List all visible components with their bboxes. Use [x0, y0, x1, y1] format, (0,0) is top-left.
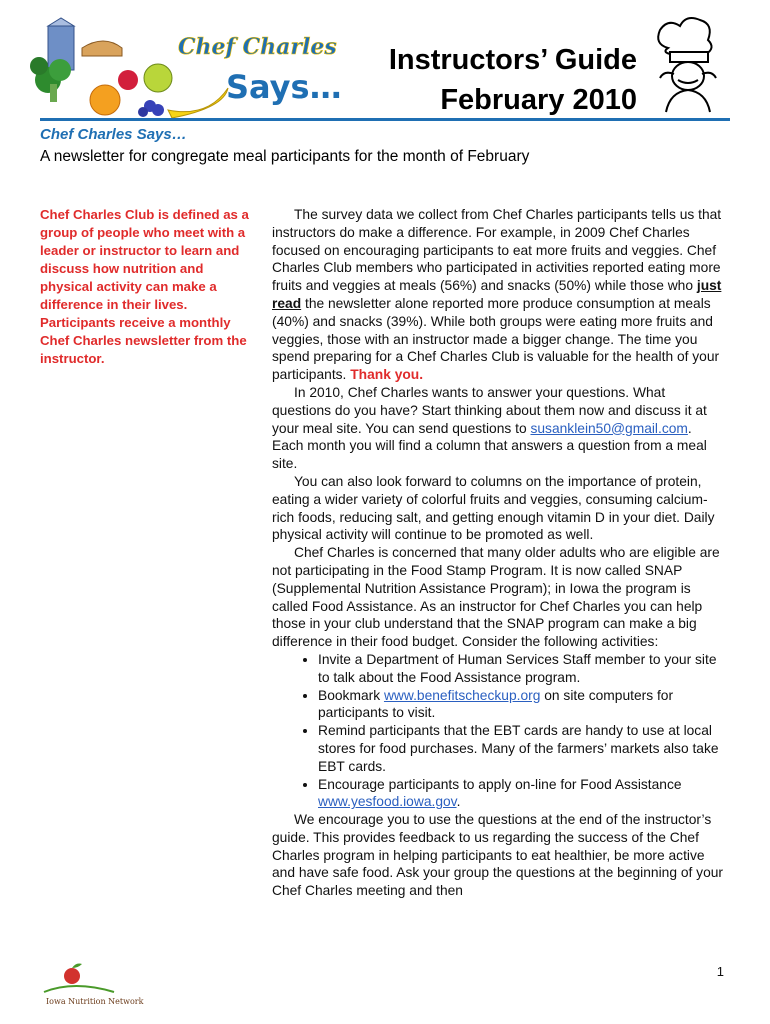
paragraph-feedback: We encourage you to use the questions at the end of the instructor’s guide. This provides feedback to us regarding the success of the Chef Charles program in helping participants to eat healthier, be more active and have safe food. Ask your group the questions at the beginning of your Chef Charles meeting and then [272, 812, 724, 899]
paragraph-survey: The survey data we collect from Chef Charles participants tells us that instructors do make a difference. For example, in 2009 Chef Charles focused on encouraging participants to eat more fruits and veggies. Chef Charles Club members who participated in activities reported eating more fruits and veggies at meals (56%) and snacks (50%) while those who just read the newsletter alone reported more produce consumption at meals (40%) and snacks (39%). While both groups were eating more fruits and veggies, those with an instructor made a bigger change. The time you spend preparing for a Chef Charles Club is valuable for the health of your participants. Thank you. [272, 207, 722, 383]
paragraph-questions: In 2010, Chef Charles wants to answer your questions. What questions do you have? Start thinking about them now and discuss it at your meal site. You can send questions to susanklein50@gmail.com. Each month you will find a column that answers a question from a meal site. [272, 384, 707, 472]
iowa-nutrition-network-logo [38, 962, 144, 1014]
svg-text:Chef Charles: Chef Charles [178, 34, 337, 60]
header-divider [40, 118, 730, 121]
guide-title-line1: Instructors’ Guide [388, 44, 637, 76]
svg-text:Says…: Says… [226, 68, 342, 106]
emphasis-just-read: just read [272, 278, 722, 311]
newsletter-description: A newsletter for congregate meal participants for the month of February [40, 148, 530, 165]
page-number: 1 [716, 964, 724, 979]
list-item: • Remind participants that the EBT cards are handy to use at local stores for food purchases. Many of the farmers’ markets also take EBT cards. [318, 722, 724, 775]
activities-list [272, 651, 724, 811]
club-definition-sidebar: Chef Charles Club is defined as a group of people who meet with a leader or instructor to learn and discuss how nutrition and physical activity can make a difference in their lives. Participants receive a monthly Chef Charles newsletter from the instructor. [40, 207, 249, 366]
list-item: • Invite a Department of Human Services Staff member to your site to talk about the Food Assistance program. [318, 651, 724, 687]
paragraph-snap: Chef Charles is concerned that many older adults who are eligible are not participating in the Food Stamp Program. It is now called SNAP (Supplemental Nutrition Assistance Program); in Iowa the program is called Food Assistance. As an instructor for Chef Charles you can help those in your club understand that the SNAP program can make a big difference in their food budget. Consider the following activities: [272, 545, 720, 650]
paragraph-columns: You can also look forward to columns on the importance of protein, eating a wider variety of colorful fruits and veggies, consuming calcium-rich foods, reducing salt, and getting enough vitamin D in your diet. Daily physical activity will continue to be promoted as well. [272, 473, 715, 543]
chef-charles-says-logo [30, 18, 350, 118]
svg-text:Iowa Nutrition Network: Iowa Nutrition Network [46, 997, 144, 1006]
guide-title [389, 40, 637, 120]
benefitscheckup-link[interactable]: www.benefitscheckup.org [383, 687, 541, 703]
thank-you-text: Thank you. [350, 367, 424, 383]
guide-title-line2: February 2010 [440, 84, 637, 116]
newsletter-name: Chef Charles Says… [40, 126, 187, 143]
list-item: • Bookmark www.benefitscheckup.org on site computers for participants to visit. [318, 687, 724, 723]
yesfood-link[interactable]: www.yesfood.iowa.gov [318, 794, 457, 810]
email-link[interactable]: susanklein50@gmail.com [530, 420, 688, 436]
article-body [272, 206, 724, 900]
chef-icon [648, 18, 728, 113]
list-item: • Encourage participants to apply on-line for Food Assistance www.yesfood.iowa.gov. [318, 776, 724, 812]
